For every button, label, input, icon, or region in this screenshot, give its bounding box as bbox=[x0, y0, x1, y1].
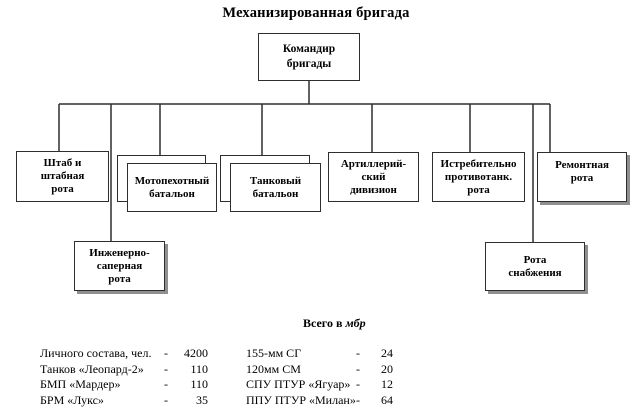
unit-label-line: Истребительно bbox=[440, 157, 517, 170]
page-title: Механизированная бригада bbox=[222, 5, 410, 21]
stat-dash: - bbox=[356, 346, 360, 360]
stat-dash: - bbox=[164, 392, 168, 407]
org-box-supply bbox=[485, 242, 585, 291]
unit-label-line: Мотопехотный bbox=[134, 174, 210, 187]
stat-dash: - bbox=[164, 377, 168, 391]
unit-label-line: саперная bbox=[96, 259, 143, 272]
unit-label-line: Штаб и bbox=[43, 157, 82, 169]
org-box-antitank bbox=[432, 152, 525, 202]
unit-label-line: Рота bbox=[523, 253, 547, 266]
unit-label-line: рота bbox=[51, 183, 74, 195]
unit-label-line: Командир bbox=[282, 43, 336, 55]
stat-value: 64 bbox=[381, 392, 393, 407]
stat-row-atgm-port bbox=[246, 393, 393, 409]
stat-value: 110 bbox=[190, 377, 208, 391]
stat-label: Личного состава, чел. bbox=[40, 346, 152, 360]
unit-label-line: Инженерно- bbox=[89, 246, 150, 259]
stat-row-howitzers bbox=[246, 346, 393, 362]
stat-value: 24 bbox=[381, 346, 393, 360]
stat-value: 20 bbox=[381, 361, 393, 376]
org-box-tank-battalion bbox=[230, 163, 321, 212]
unit-label-line: рота bbox=[570, 172, 594, 184]
unit-label-line: батальон bbox=[252, 187, 299, 200]
summary-heading bbox=[303, 316, 366, 331]
unit-label-line: Артиллерий- bbox=[340, 157, 407, 170]
stat-dash: - bbox=[356, 361, 360, 376]
stat-label: 120мм СМ bbox=[246, 361, 301, 376]
stat-label: 155-мм СГ bbox=[246, 346, 302, 360]
org-box-hq-company bbox=[16, 151, 109, 202]
unit-label-line: штабная bbox=[40, 170, 85, 182]
stat-dash: - bbox=[356, 392, 360, 407]
stat-row-tanks bbox=[40, 362, 208, 378]
stat-row-personnel bbox=[40, 346, 208, 362]
unit-label-line: батальон bbox=[149, 187, 195, 200]
org-box-motorized-infantry bbox=[127, 163, 217, 212]
org-box-commander bbox=[258, 33, 360, 81]
stat-dash: - bbox=[164, 361, 168, 376]
summary-heading-prefix: Всего в bbox=[303, 316, 346, 330]
unit-label-line: Ремонтная bbox=[555, 159, 609, 171]
summary-heading-abbr: мбр bbox=[345, 316, 366, 330]
unit-label-line: бригады bbox=[286, 58, 332, 70]
stat-row-mortars bbox=[246, 362, 393, 378]
unit-label-line: рота bbox=[467, 183, 490, 196]
unit-label-line: ский bbox=[361, 170, 386, 183]
unit-label-line: снабжения bbox=[508, 266, 562, 279]
unit-label-line: дивизион bbox=[350, 183, 397, 196]
stat-label: СПУ ПТУР «Ягуар» bbox=[246, 377, 351, 391]
stat-label: БРМ «Лукс» bbox=[40, 392, 104, 407]
unit-label-line: Танковый bbox=[249, 174, 302, 187]
stat-row-ifv bbox=[40, 377, 208, 393]
stat-dash: - bbox=[164, 346, 168, 360]
stat-row-recon bbox=[40, 393, 208, 409]
stat-label: Танков «Леопард-2» bbox=[40, 361, 144, 376]
stat-value: 4200 bbox=[184, 346, 208, 360]
summary-right-column bbox=[246, 346, 393, 408]
org-box-repair bbox=[537, 152, 627, 202]
stat-value: 35 bbox=[196, 392, 208, 407]
unit-label-line: рота bbox=[108, 272, 131, 285]
stat-label: БМП «Мардер» bbox=[40, 377, 121, 391]
stat-label: ППУ ПТУР «Милан» bbox=[246, 392, 356, 407]
stat-row-atgm-sp bbox=[246, 377, 393, 393]
summary-left-column bbox=[40, 346, 208, 408]
org-box-engineer bbox=[74, 241, 165, 291]
stat-dash: - bbox=[356, 377, 360, 391]
unit-label-line: противотанк. bbox=[444, 170, 513, 183]
stat-value: 12 bbox=[381, 377, 393, 391]
stat-value: 110 bbox=[190, 361, 208, 376]
org-box-artillery bbox=[328, 152, 419, 202]
